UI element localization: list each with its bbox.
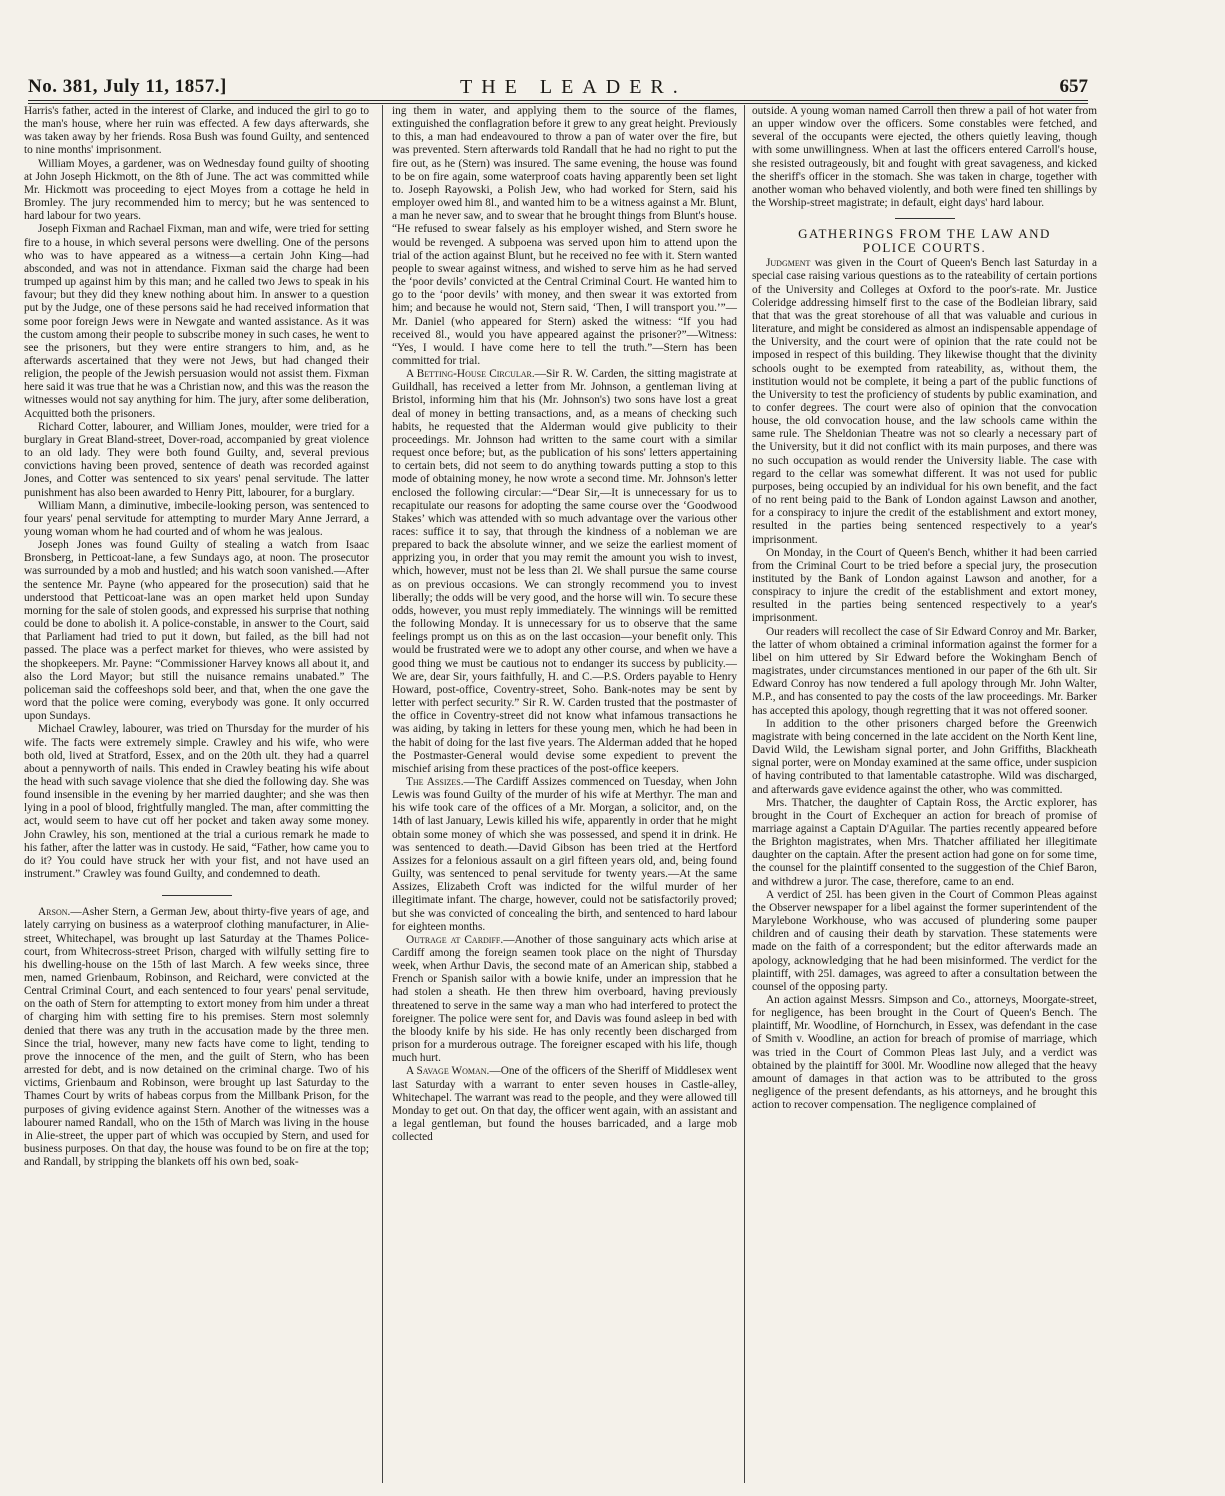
article-paragraph: ing them in water, and applying them to the source of the flames, extinguished the conflagration before it grew to any great height. Previously to this, a man had endeavoured to throw a pan of water over the fire, but was prevented. Stern afterwards told Randall that he had no right to put the fire out, as he (Stern) was insured. The same evening, the house was found to be on fire again, some waterproof coats having apparently been set light to. Joseph Rayowski, a Polish Jew, who had worked for Stern, said his employer owed him 8l., and wanted him to be a witness against a Mr. Blunt, a man he never saw, and to swear that he brought things from Blunt's house. “He refused to swear falsely as his employer wished, and Stern swore he would be revenged. A subpoena was served upon him to attend upon the trial of the action against Blunt, but he received no fee with it. Stern wanted people to swear against witness, and wished to serve him as he had served the ‘poor devils’ convicted at the Central Criminal Court. He wanted him to go to the ‘poor devils’ with money, and then swear it was extorted from him; and because he would not, Stern said, ‘Then, I will transport you.’”—Mr. Daniel (who appeared for Stern) asked the witness: “If you had received 8l., would you have appeared against the prisoner?”—Witness: “Yes, I would. I have come here to tell the truth.”—Stern has been committed for trial. — [392, 105, 737, 367]
masthead — [28, 76, 1088, 98]
newspaper-title: THE LEADER. — [460, 76, 687, 98]
article-paragraph: William Moyes, a gardener, was on Wednesday found guilty of shooting at John Joseph Hickmott, on the 8th of June. The act was committed while Mr. Hickmott was proceeding to eject Moyes from a cottage he held in Bromley. The jury recommended him to mercy; but he was sentenced to hard labour for two years. — [24, 157, 369, 223]
article-paragraph: Our readers will recollect the case of Sir Edward Conroy and Mr. Barker, the latter of whom obtained a criminal information against the former for a libel on him uttered by Sir Edward before the Wokingham Bench of magistrates, under circumstances mentioned in our paper of the 6th ult. Sir Edward Conroy has now tendered a full apology through Mr. John Walter, M.P., and has consented to pay the costs of the law proceedings. Mr. Barker has accepted this apology, though regretting that it was not offered sooner. — [752, 625, 1097, 717]
article-lead: A Betting-House Circular. — [406, 368, 535, 381]
section-heading — [752, 227, 1097, 255]
judgment-article — [752, 257, 1097, 546]
article-paragraph: A verdict of 25l. has been given in the Court of Common Pleas against the Observer newspaper for a libel against the former superintendent of the Marylebone Workhouse, who was accused of plundering some pauper children and of causing their death by starvation. These statements were made on the faith of a correspondent; but the editor afterwards made an apology, acknowledging that he had been misinformed. The verdict for the plaintiff, with 25l. damages, was agreed to after a consultation between the counsel of the opposing party. — [752, 888, 1097, 993]
assizes-article — [392, 776, 737, 934]
section-separator — [895, 218, 955, 219]
article-paragraph: Richard Cotter, labourer, and William Jones, moulder, were tried for a burglary in Great Bland-street, Dover-road, accompanied by great violence to an old lady. They were both found Guilty, and, several previous convictions having been proved, sentence of death was recorded against Jones, and Cotter was sentenced to six years' penal servitude. The latter punishment has also been awarded to Henry Pitt, labourer, for a burglary. — [24, 420, 369, 499]
issue-date: No. 381, July 11, 1857.] — [28, 76, 227, 97]
savage-woman-article — [392, 1065, 737, 1144]
article-paragraph: Joseph Jones was found Guilty of stealing a watch from Isaac Bronsberg, in Petticoat-lane, a few Sundays ago, at noon. The prosecutor was surrounded by a mob and hustled; and his watch soon vanished.—After the sentence Mr. Payne (who appeared for the prosecution) said that he understood that Petticoat-lane was an open market held upon Sunday morning for the sale of stolen goods, and expressed his surprise that nothing could be done to abolish it. A police-constable, in answer to the Court, said that Parliament had tried to put it down, but failed, as the bill had not passed. The place was a perfect market for thieves, who were assisted by the shopkeepers. Mr. Payne: “Commissioner Harvey knows all about it, and also the Lord Mayor; but still the nuisance remains unabated.” The policeman said the coffeeshops sold beer, and that, when the one gave the word that the police were coming, everybody was gone. It only occurred upon Sundays. — [24, 539, 369, 723]
article-lead: Outrage at Cardiff. — [406, 933, 504, 946]
article-paragraph: Joseph Fixman and Rachael Fixman, man and wife, were tried for setting fire to a house, in which several persons were dwelling. One of the persons who was to have appeared as a witness—a certain John King—had absconded, and was not in attendance. Fixman said the charge had been trumped up against him by this man; and he called two Jews to speak in his favour; but they did they knew nothing about him. In answer to a question put by the Judge, one of these persons said he had received information that some poor foreign Jews were in Newgate and wanted assistance. As it was the custom among their people to subscribe money in such cases, he went to see the prisoners, but they were entire strangers to him, and, as he afterwards ascertained that they were not Jews, but had changed their religion, the people of the Jewish persuasion would not assist them. Fixman here said it was true that he was a Christian now, and this was the reason the witnesses would not say anything for him. The jury, after some deliberation, Acquitted both the prisoners. — [24, 223, 369, 420]
page-number: 657 — [1059, 76, 1088, 97]
article-body: —Sir R. W. Carden, the sitting magistrate at Guildhall, has received a letter from Mr. Johnson, a gentleman living at Bristol, informing him that his (Mr. Johnson's) two sons have lost a great deal of money in betting transactions, and, as a means of checking such habits, he requested that the Alderman would give publicity to their proceedings. Mr. Johnson had written to the same court with a similar request once before; but, as the publication of his sons' letters appertaining to certain bets, did not seem to do anything towards putting a stop to this mode of obtaining money, he now wrote a second time. Mr. Johnson's letter enclosed the following circular:—“Dear Sir,—It is unnecessary for us to recapitulate our reasons for adopting the same course over the ‘Goodwood Stakes’ which was attended with so much advantage over the various other races: suffice it to say, that through the kindness of a nobleman we are prepared to back the absolute winner, and we seize the earliest moment of apprizing you, in order that you may remit the amount you wish to invest, which, however, must not be less than 2l. We shall pursue the same course as on previous occasions. We can strongly recommend you to invest liberally; the odds will be very good, and the horse will win. To secure these odds, however, you must reply immediately. The winnings will be remitted the following Monday. It is unnecessary for us to observe that the same feelings prompt us on this as on the last occasion—your benefit only. This would be frustrated were we to adopt any other course, and when we have a good thing we must be cautious not to endanger its success by publicity.—We are, dear Sir, yours faithfully, H. and C.—P.S. Orders payable to Henry Howard, post-office, Coventry-street, Soho. Bank-notes may be sent by letter with perfect security.” Sir R. W. Carden trusted that the postmaster of the office in Coventry-street did not know what infamous transactions he was aiding, by taking in letters for these young men, which he had been in the habit of doing for the last five years. The Alderman added that he hoped the Postmaster-General would devise some expedient to prevent the mischief arising from these practices of the post-office keepers. — [392, 368, 737, 775]
article-body: —The Cardiff Assizes commenced on Tuesday, when John Lewis was found Guilty of the murder of his wife at Merthyr. The man and his wife took care of the offices of a Mr. Morgan, a solicitor, and, on the 14th of last January, Lewis killed his wife, apparently in order that he might obtain some money of which she was possessed, and spend it in drink. He was sentenced to death.—David Gibson has been tried at the Hertford Assizes for a felonious assault on a girl fifteen years old, and, being found Guilty, was sentenced to penal servitude for twenty years.—At the same Assizes, Elizabeth Croft was indicted for the wilful murder of her illegitimate infant. The charge, however, could not be satisfactorily proved; but she was convicted of concealing the birth, and sentenced to hard labour for eighteen months. — [392, 775, 737, 933]
section-heading-line: GATHERINGS FROM THE LAW AND — [798, 226, 1051, 242]
article-lead: A Savage Woman. — [406, 1065, 490, 1078]
betting-article — [392, 368, 737, 776]
outrage-article — [392, 934, 737, 1066]
masthead-rule-thin — [28, 103, 1088, 104]
article-paragraph: Mrs. Thatcher, the daughter of Captain Ross, the Arctic explorer, has brought in the Court of Exchequer an action for breach of promise of marriage against a Captain D'Aguilar. The parties recently appeared before the Brighton magistrates, when Mrs. Thatcher affiliated her illegitimate daughter on the captain. After the present action had gone on for some time, the counsel for the plaintiff consented to the suggestion of the Chief Baron, and withdrew a juror. The case, therefore, came to an end. — [752, 796, 1097, 888]
column-3 — [752, 105, 1097, 1483]
section-heading-line: POLICE COURTS. — [862, 240, 987, 256]
column-1 — [24, 105, 369, 1483]
article-paragraph: outside. A young woman named Carroll then threw a pail of hot water from an upper window over the officers. Some constables were fetched, and several of the occupants were ejected, the others quietly leaving, though with some unwillingness. When at last the officers entered Carroll's house, she resisted outrageously, bit and fought with great savageness, and kicked the sheriff's officer in the stomach. She was taken in charge, together with another woman who behaved violently, and both were fined ten shillings by the Worship-street magistrate; in default, eight days' hard labour. — [752, 105, 1097, 210]
arson-article — [24, 906, 369, 1169]
column-divider — [744, 105, 745, 1483]
article-lead: The Assizes. — [406, 775, 464, 788]
article-body: —Another of those sanguinary acts which arise at Cardiff among the foreign seamen took place on the night of Thursday week, when Arthur Davis, the second mate of an American ship, stabbed a French or Spanish sailor with a bowie knife, under an impression that he had stolen a sheath. He then threw him overboard, having previously threatened to serve in the same way a man who had interfered to protect the foreigner. The police were sent for, and Davis was found asleep in bed with the bloody knife by his side. He has only recently been discharged from prison for a murderous outrage. The foreigner escaped with his life, though much hurt. — [392, 933, 737, 1065]
article-body: was given in the Court of Queen's Bench last Saturday in a special case raising various questions as to the rateability of certain portions of the University and Colleges at Oxford to the poor's-rate. Mr. Justice Coleridge addressing himself first to the case of the Bodleian library, said that that was the great storehouse of all that was valuable and curious in literature, and might be considered as almost an indispensable appendage of the University, and the court were of opinion that the rate could not be imposed in respect of this building. They likewise thought that the divinity schools ought to be exempted from rateability, as, without them, the institution would not be complete, it being a part of the public functions of the University to test the proficiency of students by public examination, and to confer degrees. The court were also of opinion that the convocation house, the old convocation house, and the law schools came within the same rule. The Sheldonian Theatre was not so clearly a necessary part of the University, but it did not conflict with its main purposes, and there was no such occupation as would render the University liable. The case with regard to the cellar was somewhat different. It was not used for public purposes, being occupied by an individual for his own benefit, and the fact of no rent being paid to the Bank of London against Lawson and another, for a conspiracy to injure the credit of the establishment and extort money, resulted in the parties being sentenced respectively to a year's imprisonment. — [752, 257, 1097, 546]
column-divider — [382, 105, 383, 1483]
article-paragraph: Harris's father, acted in the interest of Clarke, and induced the girl to go to the man's house, where her ruin was effected. A few days afterwards, she was taken away by her friends. Rosa Bush was found Guilty, and sentenced to nine months' imprisonment. — [24, 105, 369, 157]
article-body: —Asher Stern, a German Jew, about thirty-five years of age, and lately carrying on business as a waterproof clothing manufacturer, in Alie-street, Whitechapel, was brought up last Saturday at the Thames Police-court, from Whitecross-street Prison, charged with wilfully setting fire to his dwelling-house on the 15th of last March. A few weeks since, three men, named Grienbaum, Robinson, and Reichard, were convicted at the Central Criminal Court, and each sentenced to four years' penal servitude, on the oath of Stern for attempting to extort money from him under a threat of charging him with setting fire to his premises. Stern most solemnly denied that there was any truth in the accusation made by the three men. Since the trial, however, many new facts have come to light, tending to prove the innocence of the men, and the guilt of Stern, who has been arrested for debt, and is now detained on the criminal charge. Two of his victims, Grienbaum and Robinson, were brought up last Saturday to the Thames Court by writs of habeas corpus from the Millbank Prison, for the purposes of giving evidence against Stern. Another of the witnesses was a labourer named Randall, who on the 15th of March was living in the house in Alie-street, the upper part of which was occupied by Stern, and used for business purposes. On that day, the house was found to be on fire at the top; and Randall, by stripping the blankets off his own bed, soak- — [24, 906, 369, 1169]
article-paragraph: On Monday, in the Court of Queen's Bench, whither it had been carried from the Criminal Court to be tried before a special jury, the prosecution instituted by the Bank of London against Lawson and another, for a conspiracy to injure the credit of the establishment and extort money, resulted in the parties being sentenced respectively to a year's imprisonment. — [752, 546, 1097, 625]
article-paragraph: William Mann, a diminutive, imbecile-looking person, was sentenced to four years' penal servitude for attempting to murder Mary Anne Jerrard, a young woman whom he had courted and of whom he was jealous. — [24, 499, 369, 538]
article-lead: Arson. — [38, 906, 71, 919]
article-body: —One of the officers of the Sheriff of Middlesex went last Saturday with a warrant to enter seven houses in Castle-alley, Whitechapel. The warrant was read to the people, and they were allowed till Monday to get out. On that day, the officer went again, with an assistant and a legal gentleman, but found the houses barricaded, and a large mob collected — [392, 1065, 737, 1144]
article-paragraph: Michael Crawley, labourer, was tried on Thursday for the murder of his wife. The facts were extremely simple. Crawley and his wife, who were both old, lived at Stratford, Essex, and on the 20th ult. they had a quarrel about a pennyworth of nails. This ended in Crawley beating his wife about the head with such savage violence that she died the following day. She was found insensible in the evening by her married daughter; and she was then lying in a pool of blood, frightfully mangled. The man, after committing the act, would seem to have cut off her pocket and taken away some money. John Crawley, his son, mentioned at the trial a curious remark he made to his father, after the latter was in custody. He said, “Father, how came you to do it? You could have struck her with your fist, and not have used an instrument.” Crawley was found Guilty, and condemned to death. — [24, 723, 369, 881]
article-paragraph: An action against Messrs. Simpson and Co., attorneys, Moorgate-street, for negligence, has been brought in the Court of Queen's Bench. The plaintiff, Mr. Woodline, of Hornchurch, in Essex, was defendant in the case of Smith v. Woodline, an action for breach of promise of marriage, which was tried in the Court of Common Pleas last July, and a verdict was obtained by the plaintiff for 300l. Mr. Woodline now alleged that the heavy amount of damages in that action was to be attributed to the gross negligence of the present defendants, as his attorneys, and he brought this action to recover compensation. The negligence complained of — [752, 994, 1097, 1112]
column-2 — [392, 105, 737, 1483]
section-separator — [162, 895, 232, 896]
article-paragraph: In addition to the other prisoners charged before the Greenwich magistrate with being concerned in the late accident on the North Kent line, David Wild, the Lewisham signal porter, and John Griffiths, Blackheath signal porter, were on Monday examined at the same office, under suspicion of having contributed to that lamentable catastrophe. Wild was discharged, and afterwards gave evidence against the other, who was committed. — [752, 717, 1097, 796]
article-lead: Judgment — [766, 257, 811, 270]
masthead-rule — [28, 100, 1088, 101]
